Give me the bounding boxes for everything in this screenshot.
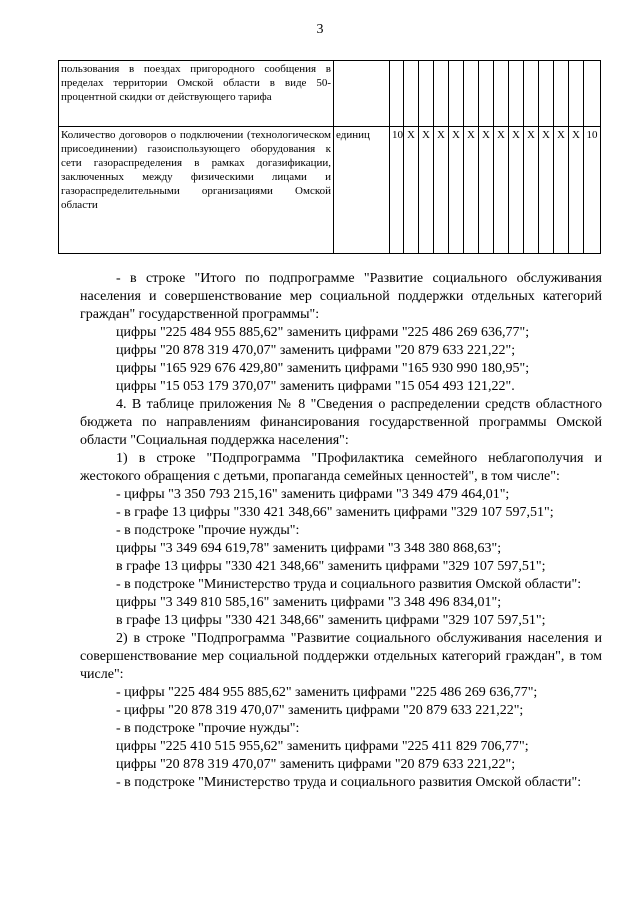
paragraph: 1) в строке "Подпрограмма "Профилактика семейного неблагополучия и жестокого обращения с детьми, пропаганда семейных ценностей", в том числе": xyxy=(80,451,602,484)
paragraph: цифры "165 929 676 429,80" заменить цифрами "165 930 990 180,95"; xyxy=(116,361,530,376)
value-cell: X xyxy=(554,127,569,254)
value-cell: X xyxy=(539,127,554,254)
value-cell: X xyxy=(434,127,449,254)
value-cell: X xyxy=(404,127,419,254)
paragraph: - цифры "3 350 793 215,16" заменить цифрами "3 349 479 464,01"; xyxy=(116,487,510,502)
paragraph: - цифры "20 878 319 470,07" заменить цифрами "20 879 633 221,22"; xyxy=(116,703,524,718)
indicator-description: пользования в поездах пригородного сообщения в пределах территории Омской области в виде 50-процентной скидки от действующего тарифа xyxy=(59,61,334,127)
paragraph: в графе 13 цифры "330 421 348,66" заменить цифрами "329 107 597,51"; xyxy=(116,559,546,574)
value-cell: X xyxy=(419,127,434,254)
value-cell xyxy=(449,61,464,127)
indicator-unit xyxy=(334,61,390,127)
value-cell xyxy=(390,61,404,127)
paragraph: 2) в строке "Подпрограмма "Развитие социального обслуживания населения и совершенствование мер социальной поддержки отдельных категорий граждан", в том числе": xyxy=(80,631,602,682)
paragraph: цифры "225 484 955 885,62" заменить цифрами "225 486 269 636,77"; xyxy=(116,325,530,340)
paragraph: - в подстроке "Министерство труда и социального развития Омской области": xyxy=(116,775,582,790)
value-cell: X xyxy=(464,127,479,254)
value-cell: X xyxy=(569,127,584,254)
value-cell xyxy=(584,61,601,127)
value-cell xyxy=(494,61,509,127)
paragraph: - в подстроке "прочие нужды": xyxy=(116,721,300,736)
indicators-table xyxy=(58,60,601,254)
table-row xyxy=(59,127,601,254)
paragraph: цифры "3 349 810 585,16" заменить цифрами "3 348 496 834,01"; xyxy=(116,595,502,610)
table-row xyxy=(59,61,601,127)
value-cell xyxy=(434,61,449,127)
value-cell xyxy=(569,61,584,127)
paragraph: 4. В таблице приложения № 8 "Сведения о распределении средств областного бюджета по направлениям финансирования государственной программы Омской области "Социальная поддержка населения": xyxy=(80,397,602,448)
paragraph: - цифры "225 484 955 885,62" заменить цифрами "225 486 269 636,77"; xyxy=(116,685,538,700)
paragraph: - в графе 13 цифры "330 421 348,66" заменить цифрами "329 107 597,51"; xyxy=(116,505,554,520)
paragraph: - в подстроке "прочие нужды": xyxy=(116,523,300,538)
value-cell xyxy=(404,61,419,127)
value-cell xyxy=(464,61,479,127)
value-cell: X xyxy=(449,127,464,254)
paragraph: в графе 13 цифры "330 421 348,66" заменить цифрами "329 107 597,51"; xyxy=(116,613,546,628)
indicator-description: Количество договоров о подключении (технологическом присоединении) газоиспользующего оборудования к сети газораспределения в рамках догазификации, заключенных между физическими лицами и газораспределительными организациями Омской области xyxy=(59,127,334,254)
paragraph: цифры "15 053 179 370,07" заменить цифрами "15 054 493 121,22". xyxy=(116,379,515,394)
value-cell: X xyxy=(479,127,494,254)
amendment-text xyxy=(80,270,602,792)
page-number: 3 xyxy=(316,22,324,37)
value-cell xyxy=(524,61,539,127)
value-cell xyxy=(554,61,569,127)
value-cell: X xyxy=(494,127,509,254)
value-cell xyxy=(539,61,554,127)
paragraph: цифры "3 349 694 619,78" заменить цифрами "3 348 380 868,63"; xyxy=(116,541,502,556)
value-cell xyxy=(479,61,494,127)
value-cell: X xyxy=(509,127,524,254)
indicator-unit: единиц xyxy=(334,127,390,254)
paragraph: цифры "20 878 319 470,07" заменить цифрами "20 879 633 221,22"; xyxy=(116,757,516,772)
paragraph: - в подстроке "Министерство труда и социального развития Омской области": xyxy=(116,577,582,592)
paragraph: - в строке "Итого по подпрограмме "Развитие социального обслуживания населения и совершенствование мер социальной поддержки отдельных категорий граждан" государственной программы": xyxy=(80,271,602,322)
value-cell xyxy=(509,61,524,127)
value-cell: X xyxy=(524,127,539,254)
value-cell: 10 xyxy=(584,127,601,254)
paragraph: цифры "225 410 515 955,62" заменить цифрами "225 411 829 706,77"; xyxy=(116,739,529,754)
value-cell: 10 xyxy=(390,127,404,254)
value-cell xyxy=(419,61,434,127)
paragraph: цифры "20 878 319 470,07" заменить цифрами "20 879 633 221,22"; xyxy=(116,343,516,358)
